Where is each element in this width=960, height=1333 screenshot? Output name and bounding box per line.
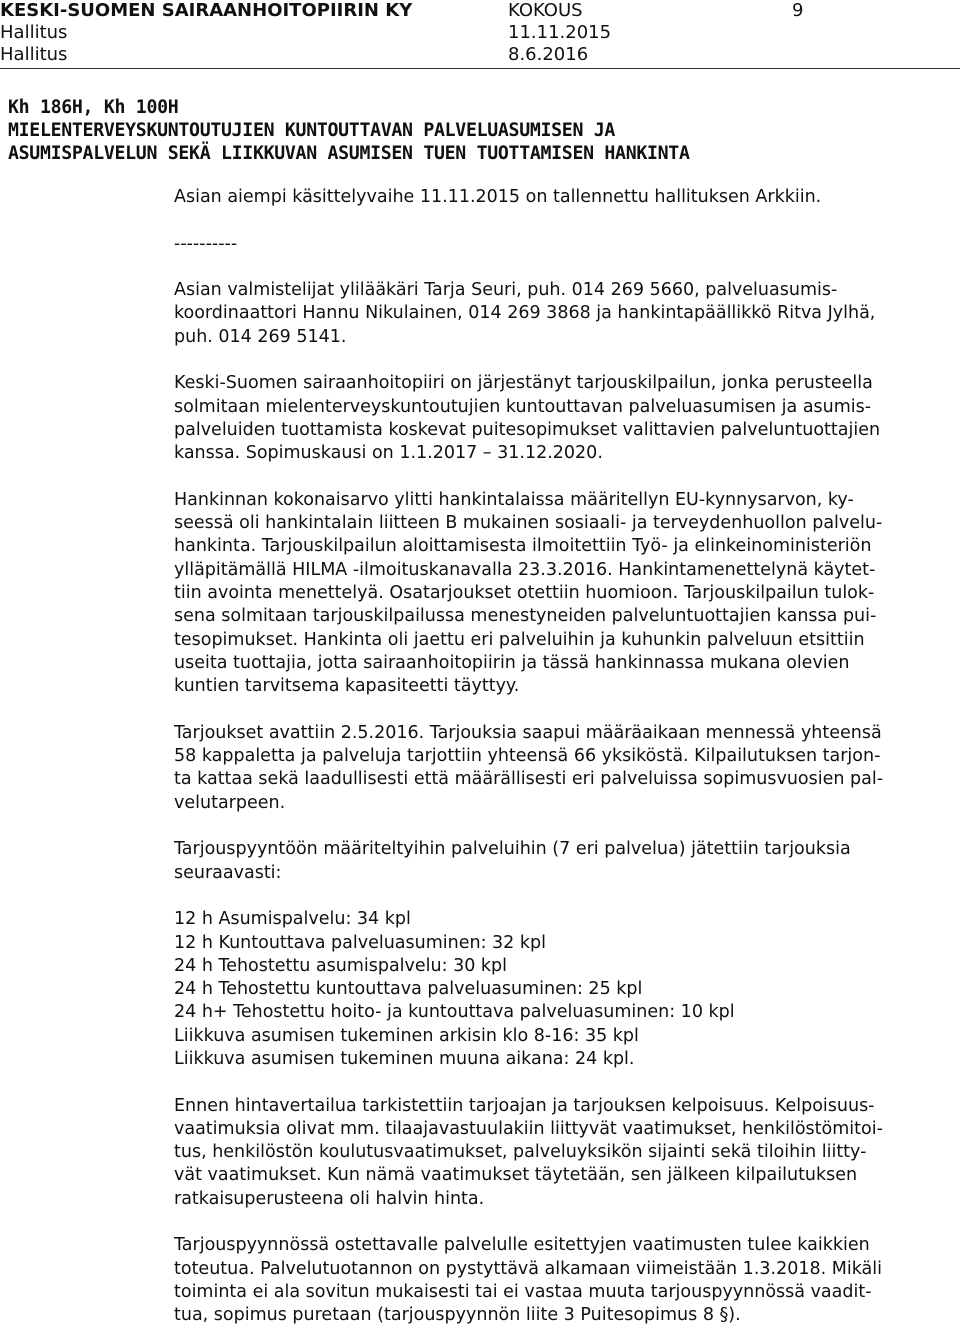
page-number: 9 [792, 0, 804, 21]
list-item: Liikkuva asumisen tukeminen arkisin klo 8-16: 35 kpl [174, 1025, 639, 1046]
paragraph-line: vät vaatimukset. Kun nämä vaatimukset täytetään, sen jälkeen kilpailutuksen [174, 1165, 858, 1186]
paragraph-line: Asian valmistelijat ylilääkäri Tarja Seuri, puh. 014 269 5660, palveluasumis- [174, 280, 838, 301]
paragraph-line: 58 kappaletta ja palveluja tarjottiin yhteensä 66 yksiköstä. Kilpailutuksen tarjon- [174, 746, 881, 767]
document-body [174, 186, 954, 1328]
meeting-body: Hallitus [0, 44, 68, 65]
paragraph-line: vaatimuksia olivat mm. tilaajavastuulakiin liittyvät vaatimukset, henkilöstömitoi- [174, 1118, 883, 1139]
services-list [174, 908, 954, 1071]
page-header [0, 0, 960, 66]
paragraph-line: kanssa. Sopimuskausi on 1.1.2017 – 31.12.2020. [174, 443, 603, 464]
paragraph-line: useita tuottajia, jotta sairaanhoitopiirin ja tässä hankinnassa mukana olevien [174, 652, 850, 673]
paragraph-line: velutarpeen. [174, 792, 286, 813]
paragraph-line: Tarjoukset avattiin 2.5.2016. Tarjouksia saapui määräaikaan mennessä yhteensä [174, 722, 882, 743]
meeting-date: 11.11.2015 [508, 22, 612, 43]
heading-line: Kh 186H, Kh 100H [8, 97, 179, 118]
value-paragraph [174, 489, 954, 699]
paragraph-line: seuraavasti: [174, 862, 282, 883]
paragraph-line: Tarjouspyyntöön määriteltyihin palveluihin (7 eri palvelua) jätettiin tarjouksia [174, 839, 851, 860]
procurement-paragraph [174, 372, 954, 465]
requirements-paragraph [174, 1234, 954, 1327]
paragraph-line: tus, henkilöstön koulutusvaatimukset, palveluyksikön sijainti sekä tiloihin liitty- [174, 1142, 867, 1163]
list-item: 24 h Tehostettu asumispalvelu: 30 kpl [174, 955, 508, 976]
paragraph-line: Ennen hintavertailua tarkistettiin tarjoajan ja tarjouksen kelpoisuus. Kelpoisuus- [174, 1095, 875, 1116]
section-heading [8, 96, 690, 165]
paragraph-line: koordinaattori Hannu Nikulainen, 014 269 3868 ja hankintapäällikkö Ritva Jylhä, [174, 303, 876, 324]
paragraph-line: toteutua. Palvelutuotannon on pystyttävä alkamaan viimeistään 1.3.2018. Mikäli [174, 1258, 882, 1279]
paragraph-line: tiin avointa menettelyä. Osatarjoukset otettiin huomioon. Tarjouskilpailun tulok- [174, 583, 875, 604]
paragraph-line: tua, sopimus puretaan (tarjouspyynnön liite 3 Puitesopimus 8 §). [174, 1305, 741, 1326]
list-item: Liikkuva asumisen tukeminen muuna aikana: 24 kpl. [174, 1048, 635, 1069]
paragraph-line: hankinta. Tarjouskilpailun aloittamisesta ilmoitettiin Työ- ja elinkeinoministeriön [174, 536, 872, 557]
list-item: 24 h+ Tehostettu hoito- ja kuntouttava palveluasuminen: 10 kpl [174, 1002, 735, 1023]
preparers-paragraph [174, 279, 954, 349]
organization-name: KESKI-SUOMEN SAIRAANHOITOPIIRIN KY [0, 0, 413, 21]
paragraph-line: toiminta ei ala sovitun mukaisesti tai ei vastaa muuta tarjouspyynnössä vaadit- [174, 1281, 872, 1302]
heading-line: ASUMISPALVELUN SEKÄ LIIKKUVAN ASUMISEN TUEN TUOTTAMISEN HANKINTA [8, 143, 690, 164]
paragraph-line: Hankinnan kokonaisarvo ylitti hankintalaissa määritellyn EU-kynnysarvon, ky- [174, 489, 854, 510]
services-intro-paragraph [174, 838, 954, 885]
list-item: 24 h Tehostettu kuntouttava palveluasuminen: 25 kpl [174, 979, 643, 1000]
paragraph-line: sena solmitaan tarjouskilpailussa menestyneiden palveluntuottajien kanssa pui- [174, 606, 877, 627]
list-item: 12 h Asumispalvelu: 34 kpl [174, 909, 411, 930]
paragraph-line: kuntien tarvitsema kapasiteetti täyttyy. [174, 676, 520, 697]
paragraph-line: Tarjouspyynnössä ostettavalle palvelulle esitettyjen vaatimusten tulee kaikkien [174, 1235, 870, 1256]
paragraph-line: ta kattaa sekä laadullisesti että määrällisesti eri palveluissa sopimusvuosien pal- [174, 769, 884, 790]
list-item: 12 h Kuntouttava palveluasuminen: 32 kpl [174, 932, 546, 953]
tenders-paragraph [174, 722, 954, 815]
paragraph-line: ylläpitämällä HILMA -ilmoituskanavalla 23.3.2016. Hankintamenettelynä käytet- [174, 559, 876, 580]
paragraph-line: solmitaan mielenterveyskuntoutujien kuntouttavan palveluasumisen ja asumis- [174, 396, 872, 417]
previous-handling-text: Asian aiempi käsittelyvaihe 11.11.2015 on tallennettu hallituksen Arkkiin. [174, 187, 822, 207]
paragraph-line: Keski-Suomen sairaanhoitopiiri on järjestänyt tarjouskilpailun, jonka perusteella [174, 373, 873, 394]
meeting-date: 8.6.2016 [508, 44, 589, 65]
document-type: KOKOUS [508, 0, 583, 21]
header-divider [0, 68, 960, 69]
meeting-body: Hallitus [0, 22, 68, 43]
heading-line: MIELENTERVEYSKUNTOUTUJIEN KUNTOUTTAVAN PALVELUASUMISEN JA [8, 120, 616, 141]
divider-dashes: ---------- [174, 233, 238, 254]
paragraph-line: tesopimukset. Hankinta oli jaettu eri palveluihin ja kuhunkin palveluun etsittiin [174, 629, 865, 650]
paragraph-line: puh. 014 269 5141. [174, 326, 347, 347]
eligibility-paragraph [174, 1095, 954, 1211]
paragraph-line: palveluiden tuottamista koskevat puitesopimukset valittavien palveluntuottajien [174, 419, 881, 440]
paragraph-line: seessä oli hankintalain liitteen B mukainen sosiaali- ja terveydenhuollon palvelu- [174, 513, 883, 534]
paragraph-line: ratkaisuperusteena oli halvin hinta. [174, 1188, 485, 1209]
